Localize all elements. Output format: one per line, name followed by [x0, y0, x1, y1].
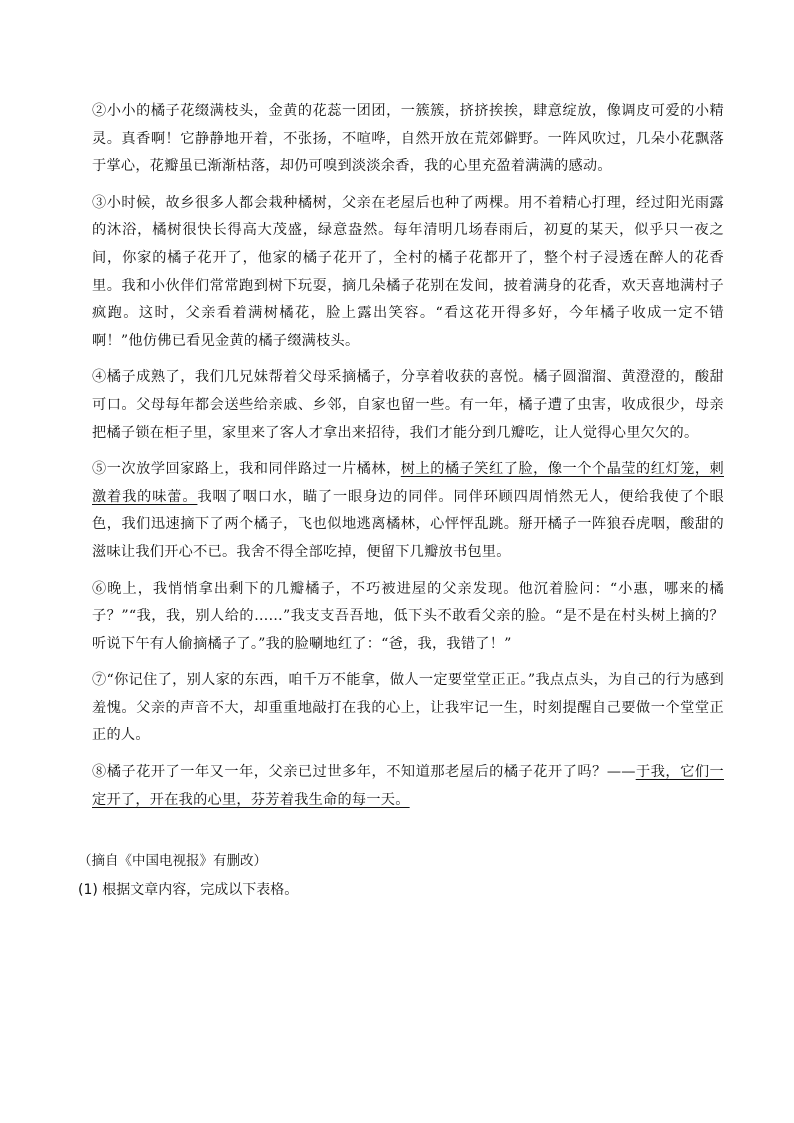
article-body [92, 98, 724, 823]
paragraph-6-text: ⑥晚上，我悄悄拿出剩下的几瓣橘子，不巧被进屋的父亲发现。他沉着脸问：“小惠，哪来的橘子？”“我，我，别人给的……”我支支吾吾地，低下头不敢看父亲的脸。“是不是在村头树上摘的？听说下午有人偷摘橘子了。”我的脸唰地红了：“爸，我，我错了！” [92, 580, 724, 652]
paragraph-7 [92, 667, 724, 750]
paragraph-6 [92, 576, 724, 659]
paragraph-8-text: ⑧橘子花开了一年又一年，父亲已过世多年，不知道那老屋后的橘子花开了吗？—— [92, 764, 636, 781]
paragraph-4 [92, 364, 724, 447]
paragraph-5-underlined-sentence: 树上的橘子笑红了脸，像一个个晶莹的红灯笼，刺激着我的味蕾。 [92, 461, 724, 505]
paragraph-2-text: ②小小的橘子花缀满枝头，金黄的花蕊一团团，一簇簇，挤挤挨挨，肆意绽放，像调皮可爱的小精灵。真香啊！它静静地开着，不张扬，不喧哗，自然开放在荒郊僻野。一阵风吹过，几朵小花飘落于掌心，花瓣虽已渐渐枯落，却仍可嗅到淡淡余香，我的心里充盈着满满的感动。 [92, 103, 724, 175]
source-note: （摘自《中国电视报》有删改） [78, 853, 267, 869]
paragraph-5 [92, 456, 724, 566]
question-1: (1) 根据文章内容，完成以下表格。 [78, 882, 299, 898]
paragraph-3-text: ③小时候，故乡很多人都会栽种橘树，父亲在老屋后也种了两棵。用不着精心打理，经过阳光雨露的沐浴，橘树很快长得高大茂盛，绿意盎然。每年清明几场春雨后，初夏的某天，似乎只一夜之间，你家的橘子花开了，他家的橘子花开了，全村的橘子花都开了，整个村子浸透在醉人的花香里。我和小伙伴们常常跑到树下玩耍，摘几朵橘子花别在发间，披着满身的花香，欢天喜地满村子疯跑。这时，父亲看着满树橘花，脸上露出笑容。“看这花开得多好，今年橘子收成一定不错啊！”他仿佛已看见金黄的橘子缀满枝头。 [92, 194, 724, 349]
paragraph-5-text-continued: 我咽了咽口水，瞄了一眼身边的同伴。同伴环顾四周悄然无人，便给我使了个眼色，我们迅速摘下了两个橘子，飞也似地逃离橘林，心怦怦乱跳。掰开橘子一阵狼吞虎咽，酸甜的滋味让我们开心不已。我舍不得全部吃掉，便留下几瓣放书包里。 [92, 488, 724, 560]
paragraph-5-text: ⑤一次放学回家路上，我和同伴路过一片橘林， [92, 461, 401, 478]
paragraph-7-text: ⑦“你记住了，别人家的东西，咱千万不能拿，做人一定要堂堂正正。”我点点头，为自己的行为感到羞愧。父亲的声音不大，却重重地敲打在我的心上，让我牢记一生，时刻提醒自己要做一个堂堂正正的人。 [92, 672, 724, 744]
paragraph-2 [92, 98, 724, 181]
paragraph-8 [92, 759, 724, 814]
paragraph-8-underlined-sentence: 于我，它们一定开了，开在我的心里，芬芳着我生命的每一天。 [92, 764, 724, 808]
paragraph-3 [92, 190, 724, 356]
paragraph-4-text: ④橘子成熟了，我们几兄妹帮着父母采摘橘子，分享着收获的喜悦。橘子圆溜溜、黄澄澄的，酸甜可口。父母每年都会送些给亲戚、乡邻，自家也留一些。有一年，橘子遭了虫害，收成很少，母亲把橘子锁在柜子里，家里来了客人才拿出来招待，我们才能分到几瓣吃，让人觉得心里欠欠的。 [92, 369, 724, 441]
